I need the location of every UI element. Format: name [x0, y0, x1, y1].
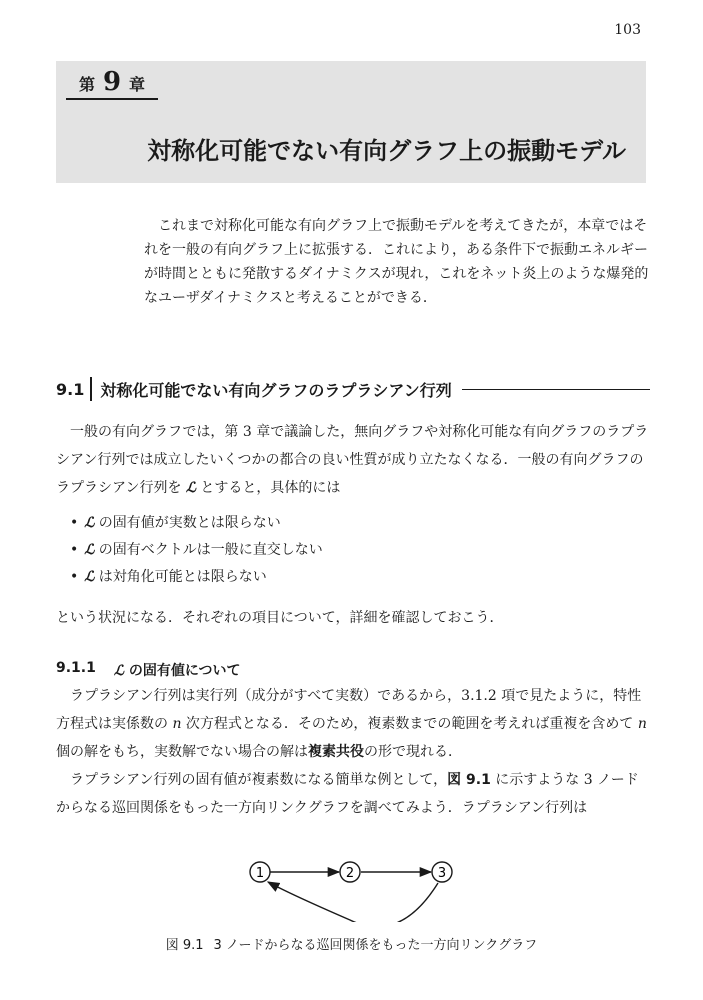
section-heading — [56, 376, 650, 402]
laplacian-symbol: ℒ — [113, 663, 124, 679]
complex-conjugate-term: 複素共役 — [308, 744, 364, 760]
figure-reference: 図 9.1 — [447, 772, 491, 788]
chapter-number: 9 — [102, 67, 122, 97]
page-number: 103 — [614, 22, 641, 38]
paragraph-4-text-a: ラプラシアン行列の固有値が複素数になる簡単な例として， — [70, 772, 448, 788]
figure-caption-label: 図 9.1 — [165, 938, 204, 953]
list-item-text: は対角化可能とは限らない — [94, 569, 267, 585]
paragraph-1 — [56, 418, 650, 502]
subsection-heading — [56, 660, 241, 680]
paragraph-2: という状況になる．それぞれの項目について，詳細を確認しておこう． — [56, 610, 504, 626]
paragraph-3-text-a: ラプラシアン行列は実行列（成分がすべて実数）であるから，3.1.2 項で見たように，特性方程式は実係数の — [56, 688, 642, 732]
chapter-header — [56, 61, 646, 183]
cycle-graph-figure — [230, 852, 480, 922]
paragraph-4 — [56, 766, 650, 822]
paragraph-3-text-d: の形で現れる． — [364, 744, 462, 760]
section-divider-bar — [90, 377, 92, 401]
edge-3-1 — [268, 882, 438, 922]
paragraph-4-text-b: に示すような 3 ノードからなる巡回関係をもった一方向リンクグラフを調べてみよう．ラプラシアン行列は — [56, 772, 639, 816]
property-list — [70, 510, 323, 591]
figure-caption — [0, 934, 703, 953]
paragraph-3 — [56, 682, 650, 766]
chapter-label-prefix: 第 — [78, 75, 95, 94]
section-number: 9.1 — [56, 379, 85, 399]
section-title: 対称化可能でない有向グラフのラプラシアン行列 — [100, 380, 452, 400]
node-label: 3 — [437, 866, 447, 881]
list-item-text: の固有値が実数とは限らない — [94, 515, 281, 531]
node-label: 2 — [345, 866, 355, 881]
section-rule — [462, 389, 650, 390]
subsection-number: 9.1.1 — [56, 660, 96, 676]
variable-n: n — [172, 716, 182, 732]
graph-node-3 — [432, 862, 452, 882]
bullet-dot: • — [70, 515, 79, 531]
figure-caption-text: 3 ノードからなる巡回関係をもった一方向リンクグラフ — [213, 938, 538, 953]
subsection-title: の固有値について — [123, 663, 241, 679]
variable-n: n — [637, 716, 647, 732]
list-item — [70, 537, 323, 564]
paragraph-3-text-b: 次方程式となる．そのため，複素数までの範囲を考えれば重複を含めて — [181, 716, 638, 732]
chapter-label — [66, 67, 158, 100]
bullet-dot: • — [70, 542, 79, 558]
laplacian-symbol: ℒ — [84, 569, 95, 585]
list-item — [70, 564, 323, 591]
chapter-intro: これまで対称化可能な有向グラフ上で振動モデルを考えてきたが，本章ではそれを一般の有向グラフ上に拡張する．これにより，ある条件下で振動エネルギーが時間とともに発散するダイナミクスが現れ，これをネット炎上のような爆発的なユーザダイナミクスと考えることができる． — [144, 218, 649, 306]
list-item — [70, 510, 323, 537]
laplacian-symbol: ℒ — [84, 515, 95, 531]
chapter-label-suffix: 章 — [129, 75, 146, 94]
graph-node-1 — [250, 862, 270, 882]
chapter-title: 対称化可能でない有向グラフ上の振動モデル — [147, 137, 626, 165]
bullet-dot: • — [70, 569, 79, 585]
paragraph-1-text-a: 一般の有向グラフでは，第 3 章で議論した，無向グラフや対称化可能な有向グラフのラプラシアン行列では成立したいくつかの都合の良い性質が成り立たなくなる．一般の有向グラフのラプラシアン行列を — [56, 424, 649, 496]
paragraph-3-text-c: 個の解をもち，実数解でない場合の解は — [56, 744, 308, 760]
laplacian-symbol: ℒ — [84, 542, 95, 558]
list-item-text: の固有ベクトルは一般に直交しない — [94, 542, 323, 558]
paragraph-1-text-b: とすると，具体的には — [195, 480, 341, 496]
graph-node-2 — [340, 862, 360, 882]
laplacian-symbol: ℒ — [185, 480, 196, 496]
node-label: 1 — [255, 866, 265, 881]
